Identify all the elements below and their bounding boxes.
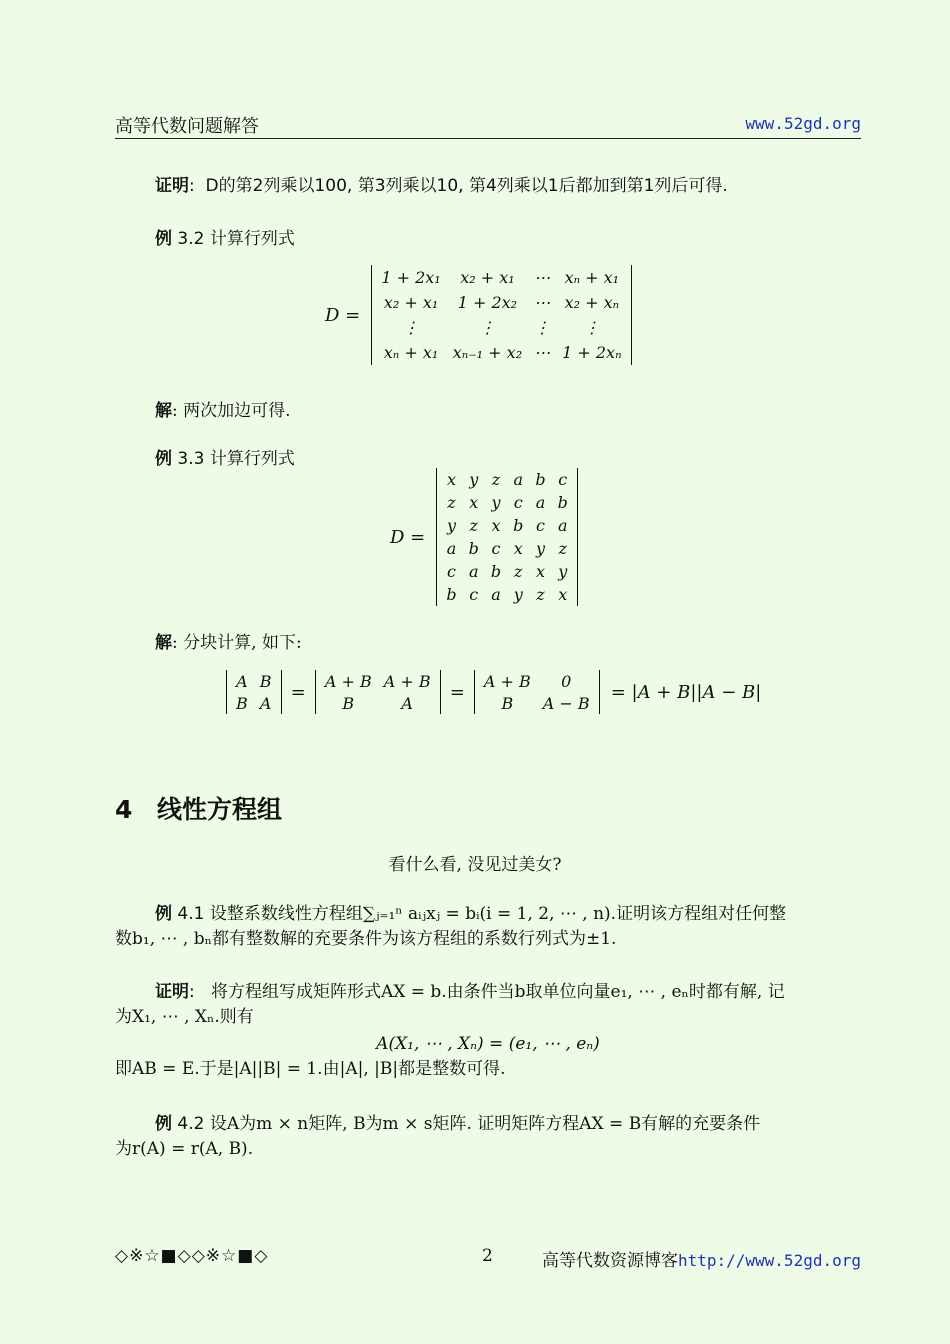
matrix-cell: ⋯ — [534, 343, 551, 362]
matrix-cell: B — [342, 693, 355, 713]
proof-line-1: 将方程组写成矩阵形式AX = b.由条件当b取单位向量e₁, ⋯ , eₙ时都有解, 记 — [210, 982, 785, 1002]
matrix-cell: a — [468, 562, 479, 581]
matrix-row — [375, 315, 627, 340]
header-url[interactable]: www.52gd.org — [745, 114, 861, 133]
matrix-cell: b — [468, 539, 479, 558]
matrix-cell: z — [469, 516, 478, 535]
example-label: 例 — [155, 449, 172, 469]
matrix-cell: c — [535, 516, 545, 535]
matrix-row — [375, 265, 627, 290]
matrix-cell: a — [535, 493, 546, 512]
matrix-row — [440, 583, 574, 606]
matrix-cell: z — [558, 539, 567, 558]
example-text: 计算行列式 — [209, 449, 295, 469]
proof-line-2: 为X₁, ⋯ , Xₙ.则有 — [115, 1007, 254, 1027]
matrix-cell: b — [446, 585, 457, 604]
matrix-cell: z — [536, 585, 545, 604]
matrix-cell: x — [513, 539, 523, 558]
matrix-cell: xₙ + x₁ — [564, 268, 620, 287]
matrix-row — [440, 560, 574, 583]
matrix-row — [375, 290, 627, 315]
proof-label: 证明 — [155, 982, 189, 1002]
matrix-row — [478, 670, 596, 692]
matrix-row — [440, 491, 574, 514]
matrix-cell: y — [491, 493, 501, 512]
matrix-cell: A + B — [324, 671, 372, 691]
example-label: 例 — [155, 904, 172, 924]
solution-label: 解 — [155, 401, 172, 421]
matrix-cell: ⋮ — [534, 318, 551, 337]
example-label: 例 — [155, 1114, 172, 1134]
example-line-1: 设整系数线性方程组∑ⱼ₌₁ⁿ aᵢⱼxⱼ = bᵢ(i = 1, 2, ⋯ , n).证明该方程组对任何整 — [209, 904, 787, 924]
section-number: 4 — [115, 795, 133, 824]
header-divider — [115, 138, 861, 139]
matrix-cell: x — [535, 562, 545, 581]
example-4-1 — [115, 902, 861, 952]
block-matrix-3 — [474, 670, 600, 714]
matrix-cell: z — [447, 493, 456, 512]
example-number: 3.2 — [177, 229, 205, 249]
matrix-cell: ⋮ — [583, 318, 600, 337]
matrix-cell: z — [514, 562, 523, 581]
footer-blog-name: 高等代数资源博客 — [541, 1251, 678, 1271]
equals-sign: = — [290, 681, 306, 703]
example-line-2: 为r(A) = r(A, B). — [115, 1139, 254, 1159]
matrix-cell: y — [446, 516, 456, 535]
example-4-2 — [115, 1112, 861, 1162]
matrix-cell: B — [501, 693, 514, 713]
example-text: 计算行列式 — [209, 229, 295, 249]
proof-text: D的第2列乘以100, 第3列乘以10, 第4列乘以1后都加到第1列后可得. — [205, 176, 728, 196]
matrix-cell: A — [259, 693, 272, 713]
matrix-cell: c — [469, 585, 479, 604]
solution-text: : 两次加边可得. — [172, 401, 291, 421]
matrix-cell: 0 — [561, 671, 572, 691]
det-matrix — [371, 265, 631, 365]
determinant-2 — [390, 468, 578, 606]
matrix-cell: x — [491, 516, 501, 535]
matrix-cell: ⋯ — [534, 268, 551, 287]
matrix-row — [440, 537, 574, 560]
det-lhs: D = — [325, 304, 361, 326]
matrix-cell: A — [401, 693, 413, 713]
det-lhs: D = — [390, 526, 426, 548]
matrix-row — [478, 692, 596, 714]
matrix-cell: ⋮ — [479, 318, 496, 337]
solution-2 — [155, 631, 302, 656]
matrix-cell: z — [491, 470, 501, 489]
det-matrix — [436, 468, 578, 606]
proof-4-1: 证明: 将方程组写成矩阵形式AX = b.由条件当b取单位向量e₁, ⋯ , eₙ时都有解, 记 为X₁, ⋯ , Xₙ.则有 A(X₁, ⋯ , Xₙ) = (e₁, ⋯ , eₙ) 即AB = E.于是|A||B| = 1.由|A|, |B|都是整数可得. — [115, 980, 861, 1082]
matrix-cell: xₙ₋₁ + x₂ — [452, 343, 523, 362]
footer-url-link[interactable]: http://www.52gd.org — [677, 1251, 861, 1270]
matrix-cell: A − B — [542, 693, 590, 713]
example-3-3-heading — [155, 447, 295, 472]
matrix-cell: B — [259, 671, 272, 691]
matrix-row — [230, 670, 278, 692]
proof-equation: A(X₁, ⋯ , Xₙ) = (e₁, ⋯ , eₙ) — [376, 1034, 600, 1054]
matrix-cell: x — [446, 470, 456, 489]
matrix-cell: a — [513, 470, 523, 489]
matrix-cell: b — [557, 493, 568, 512]
section-title: 线性方程组 — [157, 795, 283, 824]
example-label: 例 — [155, 229, 172, 249]
matrix-cell: b — [535, 470, 546, 489]
example-line-2: 数b₁, ⋯ , bₙ都有整数解的充要条件为该方程组的系数行列式为±1. — [115, 929, 617, 949]
matrix-cell: y — [469, 470, 479, 489]
matrix-cell: c — [513, 493, 523, 512]
footer-blog — [542, 1246, 861, 1271]
matrix-row — [440, 468, 574, 491]
proof-line-3: 即AB = E.于是|A||B| = 1.由|A|, |B|都是整数可得. — [115, 1059, 506, 1079]
matrix-row — [319, 692, 437, 714]
example-number: 4.2 — [177, 1114, 205, 1134]
matrix-cell: x₂ + xₙ — [564, 293, 620, 312]
matrix-cell: y — [513, 585, 523, 604]
matrix-row — [440, 514, 574, 537]
matrix-cell: A + B — [483, 671, 531, 691]
matrix-cell: x — [469, 493, 479, 512]
matrix-cell: x₂ + x₁ — [460, 268, 515, 287]
solution-1 — [155, 399, 291, 424]
block-result: = |A + B||A − B| — [610, 681, 762, 703]
matrix-row — [319, 670, 437, 692]
matrix-cell: a — [491, 585, 501, 604]
example-number: 4.1 — [177, 904, 205, 924]
matrix-cell: a — [446, 539, 457, 558]
block-matrix-2 — [315, 670, 441, 714]
matrix-cell: A — [236, 671, 248, 691]
example-3-2-heading — [155, 227, 295, 252]
matrix-cell: a — [557, 516, 568, 535]
matrix-cell: xₙ + x₁ — [383, 343, 439, 362]
matrix-cell: 1 + 2xₙ — [562, 343, 622, 362]
matrix-cell: c — [446, 562, 456, 581]
section-heading — [115, 790, 282, 826]
matrix-cell: y — [535, 539, 545, 558]
proof-paragraph: 证明: D的第2列乘以100, 第3列乘以10, 第4列乘以1后都加到第1列后可得. — [155, 176, 728, 196]
example-line-1: 设A为m × n矩阵, B为m × s矩阵. 证明矩阵方程AX = B有解的充要条件 — [209, 1114, 761, 1134]
matrix-cell: B — [236, 693, 248, 713]
matrix-cell: ⋯ — [534, 293, 551, 312]
block-equation — [226, 670, 767, 714]
matrix-cell: 1 + 2x₁ — [381, 268, 441, 287]
matrix-cell: c — [491, 539, 501, 558]
proof-label: 证明 — [155, 176, 189, 196]
page-number: 2 — [482, 1246, 493, 1266]
example-number: 3.3 — [177, 449, 205, 469]
block-matrix-1 — [226, 670, 282, 714]
matrix-cell: b — [513, 516, 524, 535]
solution-label: 解 — [155, 633, 172, 653]
header-title: 高等代数问题解答 — [115, 116, 259, 137]
solution-text: : 分块计算, 如下: — [172, 633, 302, 653]
matrix-cell: ⋮ — [403, 318, 420, 337]
equals-sign: = — [449, 681, 465, 703]
matrix-cell: y — [558, 562, 568, 581]
matrix-row — [230, 692, 278, 714]
matrix-row — [375, 340, 627, 365]
matrix-cell: x — [558, 585, 568, 604]
matrix-cell: 1 + 2x₂ — [457, 293, 518, 312]
quote-line: 看什么看, 没见过美女? — [388, 855, 562, 875]
matrix-cell: A + B — [383, 671, 431, 691]
determinant-1 — [325, 265, 632, 365]
footer-symbols: ◇※☆■◇◇※☆■◇ — [115, 1246, 269, 1266]
matrix-cell: b — [490, 562, 502, 581]
matrix-cell: c — [558, 470, 568, 489]
matrix-cell: x₂ + x₁ — [383, 293, 439, 312]
